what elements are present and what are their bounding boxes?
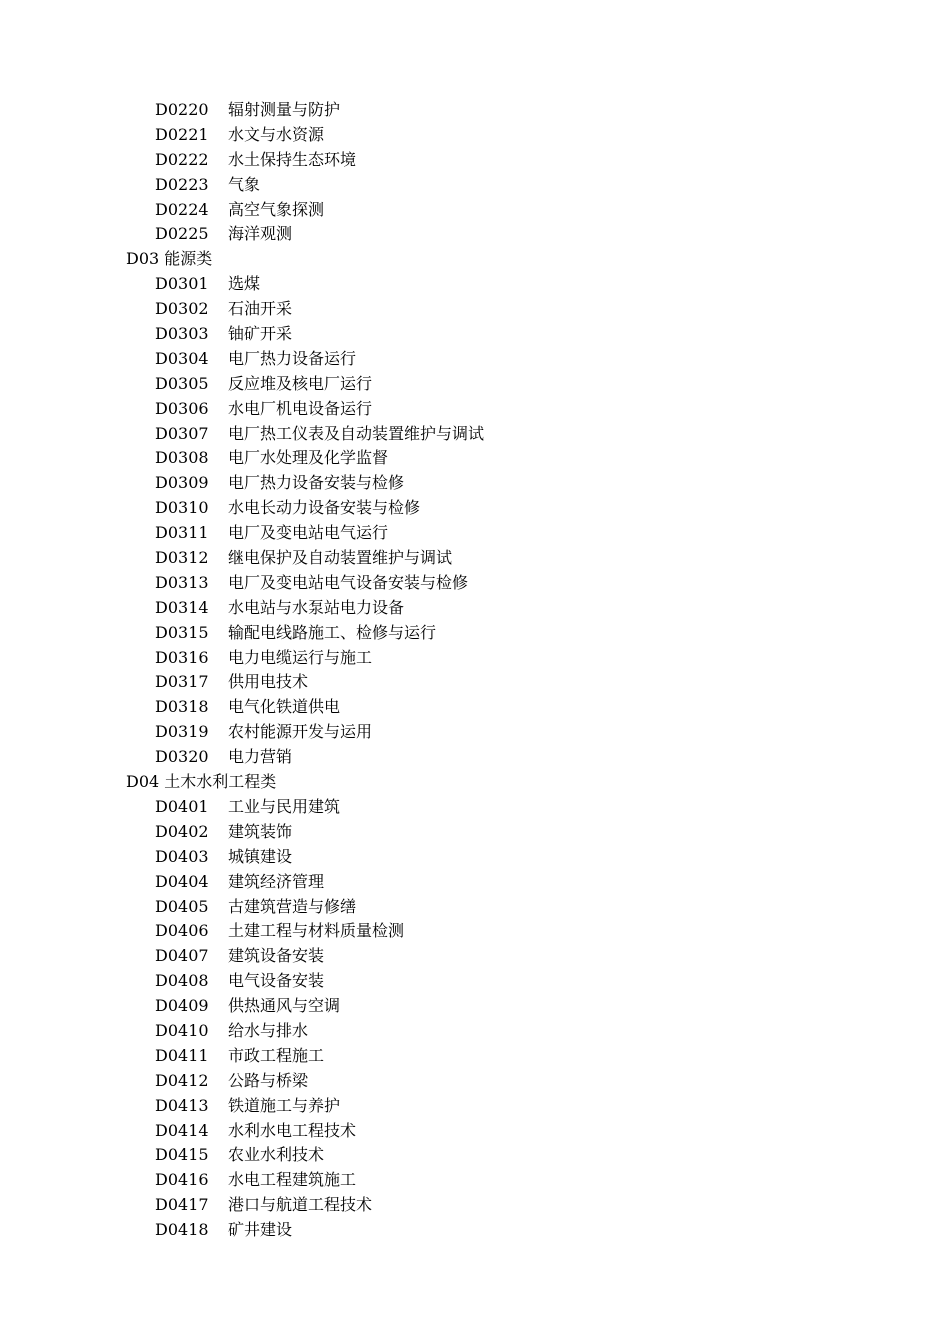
specialty-code: D0220 bbox=[155, 100, 209, 119]
specialty-name: 农村能源开发与运用 bbox=[228, 722, 373, 742]
specialty-list bbox=[0, 98, 950, 1243]
list-item bbox=[0, 1119, 950, 1144]
specialty-name: 石油开采 bbox=[228, 299, 293, 319]
specialty-code: D0302 bbox=[155, 299, 209, 319]
list-item bbox=[0, 546, 950, 571]
list-item bbox=[0, 969, 950, 994]
specialty-name: 电力营销 bbox=[228, 747, 293, 767]
specialty-name: 建筑装饰 bbox=[228, 821, 293, 841]
list-item bbox=[0, 347, 950, 372]
specialty-code: D0415 bbox=[155, 1145, 209, 1165]
category-code: D04 bbox=[126, 772, 160, 792]
specialty-code: D0221 bbox=[155, 124, 209, 144]
list-item bbox=[0, 944, 950, 969]
list-item bbox=[0, 521, 950, 546]
category-heading bbox=[0, 770, 950, 795]
specialty-code: D0411 bbox=[155, 1045, 209, 1065]
specialty-code: D0314 bbox=[155, 597, 209, 617]
specialty-code: D0318 bbox=[155, 697, 209, 717]
specialty-name: 工业与民用建筑 bbox=[228, 796, 341, 816]
specialty-code: D0407 bbox=[155, 946, 209, 966]
specialty-code: D0414 bbox=[155, 1120, 209, 1140]
specialty-name: 输配电线路施工、检修与运行 bbox=[228, 622, 437, 642]
list-item bbox=[0, 1168, 950, 1193]
specialty-name: 水土保持生态环境 bbox=[228, 149, 357, 169]
specialty-name: 水文与水资源 bbox=[228, 124, 325, 144]
specialty-name: 电气化铁道供电 bbox=[228, 697, 341, 717]
specialty-name: 选煤 bbox=[228, 274, 261, 294]
list-item bbox=[0, 646, 950, 671]
specialty-code: D0405 bbox=[155, 896, 209, 916]
specialty-name: 电厂热力设备运行 bbox=[228, 348, 357, 368]
list-item bbox=[0, 372, 950, 397]
specialty-name: 市政工程施工 bbox=[228, 1045, 325, 1065]
list-item bbox=[0, 397, 950, 422]
list-item bbox=[0, 496, 950, 521]
specialty-name: 高空气象探测 bbox=[228, 199, 325, 219]
specialty-code: D0402 bbox=[155, 821, 209, 841]
specialty-name: 水电长动力设备安装与检修 bbox=[228, 498, 421, 518]
list-item bbox=[0, 297, 950, 322]
specialty-name: 公路与桥梁 bbox=[228, 1070, 309, 1090]
specialty-code: D0317 bbox=[155, 672, 209, 692]
specialty-code: D0404 bbox=[155, 871, 209, 891]
list-item bbox=[0, 621, 950, 646]
list-item bbox=[0, 272, 950, 297]
specialty-name: 城镇建设 bbox=[228, 846, 293, 866]
specialty-name: 辐射测量与防护 bbox=[228, 100, 341, 119]
specialty-code: D0306 bbox=[155, 398, 209, 418]
list-item bbox=[0, 596, 950, 621]
specialty-code: D0309 bbox=[155, 473, 209, 493]
specialty-code: D0225 bbox=[155, 224, 209, 244]
list-item bbox=[0, 895, 950, 920]
specialty-name: 电厂热力设备安装与检修 bbox=[228, 473, 405, 493]
specialty-code: D0401 bbox=[155, 796, 209, 816]
specialty-code: D0223 bbox=[155, 174, 209, 194]
list-item bbox=[0, 571, 950, 596]
specialty-name: 给水与排水 bbox=[228, 1020, 309, 1040]
specialty-code: D0305 bbox=[155, 373, 209, 393]
list-item bbox=[0, 1218, 950, 1243]
list-item bbox=[0, 1094, 950, 1119]
list-item bbox=[0, 720, 950, 745]
list-item bbox=[0, 745, 950, 770]
specialty-name: 供用电技术 bbox=[228, 672, 309, 692]
specialty-name: 古建筑营造与修缮 bbox=[228, 896, 357, 916]
specialty-code: D0409 bbox=[155, 996, 209, 1016]
specialty-code: D0416 bbox=[155, 1170, 209, 1190]
list-item bbox=[0, 446, 950, 471]
list-item bbox=[0, 1044, 950, 1069]
specialty-name: 铁道施工与养护 bbox=[228, 1095, 341, 1115]
list-item bbox=[0, 148, 950, 173]
specialty-code: D0412 bbox=[155, 1070, 209, 1090]
specialty-name: 土建工程与材料质量检测 bbox=[228, 921, 405, 941]
specialty-code: D0222 bbox=[155, 149, 209, 169]
specialty-name: 电厂及变电站电气运行 bbox=[228, 523, 389, 543]
specialty-name: 水电站与水泵站电力设备 bbox=[228, 597, 405, 617]
list-item bbox=[0, 870, 950, 895]
list-item bbox=[0, 198, 950, 223]
specialty-code: D0307 bbox=[155, 423, 209, 443]
specialty-name: 水电工程建筑施工 bbox=[228, 1170, 357, 1190]
specialty-name: 矿井建设 bbox=[228, 1220, 293, 1240]
list-item bbox=[0, 1193, 950, 1218]
list-item bbox=[0, 670, 950, 695]
specialty-name: 海洋观测 bbox=[228, 224, 293, 244]
list-item bbox=[0, 422, 950, 447]
specialty-name: 电厂及变电站电气设备安装与检修 bbox=[228, 572, 469, 592]
specialty-code: D0308 bbox=[155, 448, 209, 468]
list-item bbox=[0, 1019, 950, 1044]
specialty-name: 港口与航道工程技术 bbox=[228, 1195, 373, 1215]
specialty-name: 水电厂机电设备运行 bbox=[228, 398, 373, 418]
specialty-code: D0303 bbox=[155, 324, 209, 344]
specialty-code: D0413 bbox=[155, 1095, 209, 1115]
category-heading bbox=[0, 247, 950, 272]
specialty-code: D0406 bbox=[155, 921, 209, 941]
specialty-code: D0304 bbox=[155, 348, 209, 368]
list-item bbox=[0, 994, 950, 1019]
specialty-code: D0418 bbox=[155, 1220, 209, 1240]
list-item bbox=[0, 322, 950, 347]
specialty-code: D0315 bbox=[155, 622, 209, 642]
list-item bbox=[0, 919, 950, 944]
list-item bbox=[0, 795, 950, 820]
specialty-code: D0311 bbox=[155, 523, 209, 543]
category-name: 能源类 bbox=[164, 249, 213, 269]
list-item bbox=[0, 1143, 950, 1168]
specialty-name: 铀矿开采 bbox=[228, 324, 293, 344]
list-item bbox=[0, 1069, 950, 1094]
specialty-name: 电力电缆运行与施工 bbox=[228, 647, 373, 667]
specialty-name: 农业水利技术 bbox=[228, 1145, 325, 1165]
specialty-code: D0313 bbox=[155, 572, 209, 592]
specialty-name: 建筑设备安装 bbox=[228, 946, 325, 966]
list-item bbox=[0, 123, 950, 148]
specialty-name: 电厂热工仪表及自动装置维护与调试 bbox=[228, 423, 485, 443]
list-item bbox=[0, 695, 950, 720]
specialty-name: 继电保护及自动装置维护与调试 bbox=[228, 548, 453, 568]
specialty-name: 供热通风与空调 bbox=[228, 996, 341, 1016]
list-item bbox=[0, 471, 950, 496]
specialty-code: D0403 bbox=[155, 846, 209, 866]
specialty-name: 建筑经济管理 bbox=[228, 871, 325, 891]
category-name: 土木水利工程类 bbox=[164, 772, 277, 792]
specialty-name: 电气设备安装 bbox=[228, 971, 325, 991]
specialty-name: 水利水电工程技术 bbox=[228, 1120, 357, 1140]
list-item bbox=[0, 173, 950, 198]
specialty-code: D0310 bbox=[155, 498, 209, 518]
list-item bbox=[0, 98, 950, 123]
specialty-code: D0410 bbox=[155, 1020, 209, 1040]
specialty-code: D0320 bbox=[155, 747, 209, 767]
specialty-code: D0301 bbox=[155, 274, 209, 294]
specialty-code: D0319 bbox=[155, 722, 209, 742]
specialty-code: D0417 bbox=[155, 1195, 209, 1215]
specialty-code: D0312 bbox=[155, 548, 209, 568]
specialty-code: D0316 bbox=[155, 647, 209, 667]
list-item bbox=[0, 820, 950, 845]
specialty-name: 电厂水处理及化学监督 bbox=[228, 448, 389, 468]
list-item bbox=[0, 222, 950, 247]
specialty-code: D0224 bbox=[155, 199, 209, 219]
list-item bbox=[0, 845, 950, 870]
specialty-code: D0408 bbox=[155, 971, 209, 991]
specialty-name: 反应堆及核电厂运行 bbox=[228, 373, 373, 393]
specialty-name: 气象 bbox=[228, 174, 261, 194]
category-code: D03 bbox=[126, 249, 160, 269]
